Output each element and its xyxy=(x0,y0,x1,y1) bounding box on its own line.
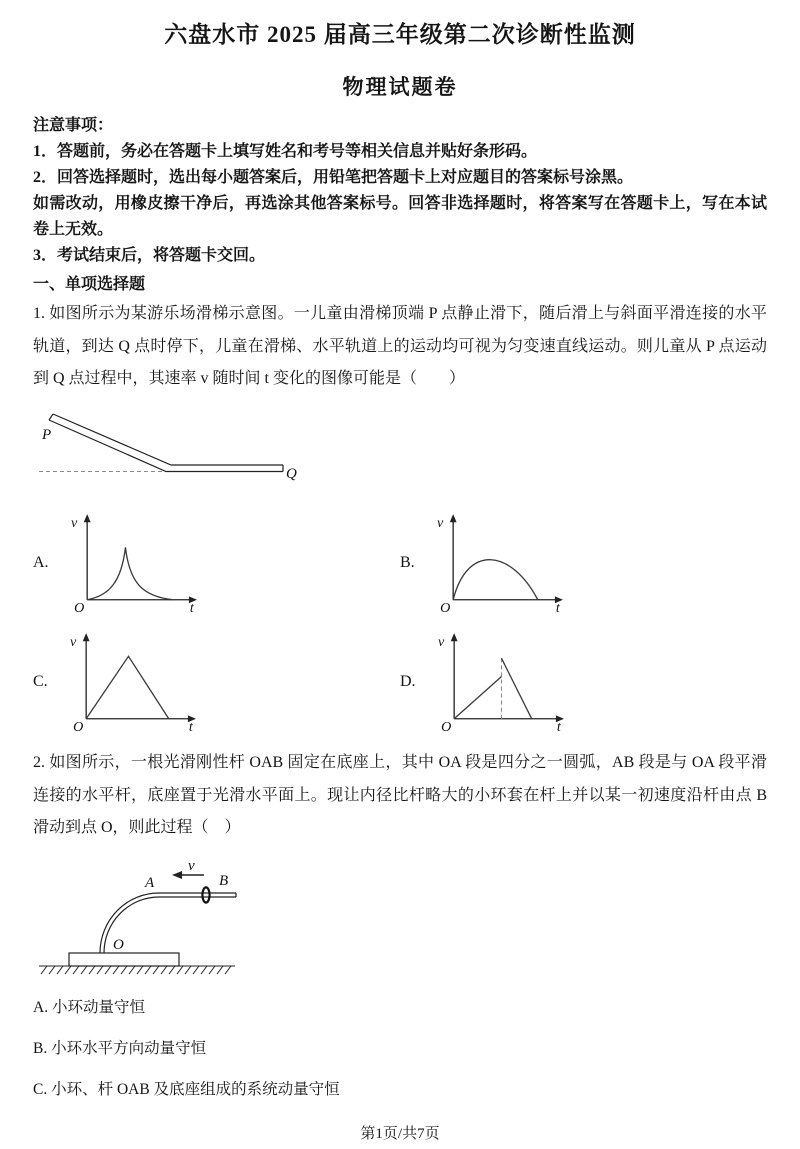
curve-triangle xyxy=(86,657,169,719)
option-d-letter: D. xyxy=(400,672,416,690)
rod-diagram xyxy=(39,860,283,982)
y-axis-arrow xyxy=(83,515,90,523)
t-axis-label: t xyxy=(188,719,193,734)
graph-a-vt-curve xyxy=(65,511,201,614)
origin-label: O xyxy=(439,600,450,615)
graph-c-vt-curve xyxy=(64,630,200,733)
curve-fall-segment xyxy=(501,659,531,719)
question-1-text: 1. 如图所示为某游乐场滑梯示意图。一儿童由滑梯顶端 P 点静止滑下，随后滑上与斜面平滑连接的水平轨道，到达 Q 点时停下，儿童在滑梯、水平轨道上的运动均可视为匀变速直线运动。则儿童从 P 点运动到 Q 点过程中，其速率 v 随时间 t 变化的图像可能是（ ） xyxy=(33,305,767,388)
slide-diagram xyxy=(35,408,297,486)
option-b: B. 小环水平方向动量守恒 xyxy=(33,1040,207,1058)
question-1-options xyxy=(33,511,767,733)
option-a-graph xyxy=(33,511,400,614)
question-2-options xyxy=(33,999,767,1098)
notice-item-3: 3．考试结束后，将答题卡交回。 xyxy=(33,246,266,264)
rod-ab xyxy=(159,893,236,897)
point-b-label: B xyxy=(219,873,229,890)
v-axis-label: v xyxy=(70,515,77,532)
option-a-letter: A. xyxy=(33,553,49,571)
point-q-label: Q xyxy=(286,466,297,483)
question-1-figure xyxy=(35,408,767,491)
v-axis-label: v xyxy=(69,634,76,651)
curve-concave-peak xyxy=(87,548,174,600)
arc-oa-inner xyxy=(100,893,159,953)
base-block xyxy=(69,953,179,966)
slide-upper-edge xyxy=(53,414,283,465)
option-c: C. 小环、杆 OAB 及底座组成的系统动量守恒 xyxy=(33,1080,340,1098)
notice-item-1: 1．答题前，务必在答题卡上填写姓名和考号等相关信息并贴好条形码。 xyxy=(33,142,538,160)
y-axis-arrow xyxy=(82,634,89,642)
section-heading-single-choice: 一、单项选择题 xyxy=(33,276,146,294)
v-axis-label: v xyxy=(436,515,443,532)
option-a: A. 小环动量守恒 xyxy=(33,999,145,1017)
curve-rise-segment xyxy=(454,677,501,719)
option-c-graph xyxy=(33,630,400,733)
origin-label: O xyxy=(72,719,83,734)
point-p-label: P xyxy=(42,427,52,444)
velocity-arrow-head xyxy=(172,871,182,879)
y-axis-arrow xyxy=(450,634,457,642)
notice-heading: 注意事项： xyxy=(33,117,114,134)
origin-label: O xyxy=(440,719,451,734)
option-c-letter: C. xyxy=(33,672,48,690)
t-axis-label: t xyxy=(189,600,194,615)
y-axis-arrow xyxy=(449,515,456,523)
graph-d-vt-curve xyxy=(432,630,568,733)
ground-hatching xyxy=(39,966,235,974)
option-b-graph xyxy=(400,511,767,614)
slide-top-cap xyxy=(49,414,53,420)
t-axis-label: t xyxy=(555,600,560,615)
question-2-text: 2. 如图所示，一根光滑刚性杆 OAB 固定在底座上，其中 OA 段是四分之一圆弧，AB 段是与 OA 段平滑连接的水平杆，底座置于光滑水平面上。现让内径比杆略大的小环套在杆上并以某一初速度沿杆由点 B 滑动到点 O，则此过程（ ） xyxy=(33,754,767,836)
notice-item-2: 2．回答选择题时，选出每小题答案后，用铅笔把答题卡上对应题目的答案标号涂黑。 xyxy=(33,168,634,186)
option-d-graph xyxy=(400,630,767,733)
velocity-label: v xyxy=(188,860,195,875)
page-title: 六盘水市 2025 届高三年级第二次诊断性监测 xyxy=(164,22,636,47)
point-a-label: A xyxy=(145,875,155,892)
t-axis-label: t xyxy=(556,719,561,734)
notice-section xyxy=(33,113,767,268)
page-number: 第1页/共7页 xyxy=(360,1125,440,1142)
point-o-label: O xyxy=(113,937,124,954)
question-2-figure xyxy=(39,860,767,987)
origin-label: O xyxy=(73,600,84,615)
page-subtitle: 物理试题卷 xyxy=(342,75,458,99)
v-axis-label: v xyxy=(437,634,444,651)
option-b-letter: B. xyxy=(400,553,415,571)
curve-dome xyxy=(453,560,538,600)
graph-b-vt-curve xyxy=(431,511,567,614)
small-ring xyxy=(202,888,209,903)
notice-item-2-continued: 如需改动，用橡皮擦干净后，再选涂其他答案标号。回答非选择题时，将答案写在答题卡上，写在本试卷上无效。 xyxy=(33,194,767,238)
